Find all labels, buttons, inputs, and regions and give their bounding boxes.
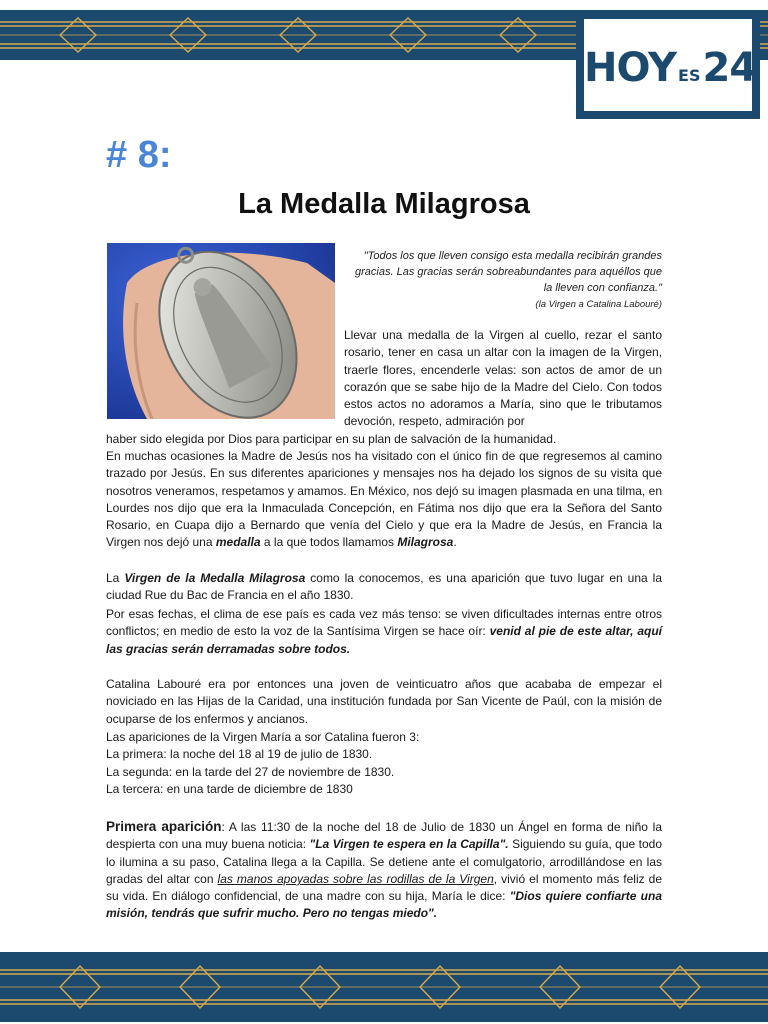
first-apparition-label: Primera aparición (106, 819, 222, 834)
paragraph-2-text: En muchas ocasiones la Madre de Jesús nos ha visitado con el único fin de que regresemos al camino trazado por Jesús. En sus diferentes apariciones y mensajes nos ha dejado los signos de su visita que nosotros veneramos, respetamos y amamos. En México, nos dejó su imagen plasmada en una tilma, en Lourdes nos dijo que era la Inmaculada Concepción, en Fátima nos dijo que era la Señora del Santo Rosario, en Cuapa dijo a Bernardo que venía del Cielo y que era la Madre de Jesús, en Francia la Virgen nos dejó una (106, 449, 662, 550)
first-apparition-text-3: , vivió el momento más feliz de su vida. En diálogo confidencial, de una madre con su hija, María le dice: (106, 871, 663, 904)
first-apparition-emphasis-1: "La Virgen te espera en la Capilla". (309, 837, 509, 852)
quote-source: (la Virgen a Catalina Labouré) (535, 299, 662, 310)
medal-photo (107, 243, 335, 419)
paragraph-4-text: Por esas fechas, el clima de ese país es cada vez más tenso: se viven dificultades internas entre otros conflictos; en medio de esto la voz de la Santísima Virgen se hace oír: (106, 607, 662, 639)
first-apparition-paragraph (106, 818, 662, 923)
paragraph-2-mid: a la que todos llamamos (263, 535, 394, 550)
quote-block (344, 248, 662, 313)
logo-hoy: HOY (584, 45, 677, 91)
quote-text: "Todos los que lleven consigo esta medalla recibirán grandes gracias. Las gracias serán sobreabundantes para aquéllos que la lleven con confianza." (355, 250, 662, 294)
first-apparition-text-2: Siguiendo su guía, que todo lo ilumina a su paso, Catalina llega a la Capilla. Se detiene ante el comulgatorio, arrodillándose en las gradas del altar con (106, 837, 662, 886)
apparitions-list (106, 729, 662, 798)
first-apparition-underlined: las manos apoyadas sobre las rodillas de la Virgen (217, 871, 494, 886)
paragraph-3-start: La (106, 571, 120, 585)
paragraph-3 (106, 570, 662, 605)
apparitions-intro: Las apariciones de la Virgen María a sor Catalina fueron 3: (106, 730, 420, 744)
first-apparition-text-1: : A las 11:30 de la noche del 18 de Julio de 1830 un Ángel en forma de niño la despierta con una muy buena noticia: (106, 820, 662, 852)
logo-24: 24 (702, 45, 757, 91)
apparition-item-3: La tercera: en una tarde de diciembre de 1830 (106, 781, 353, 796)
paragraph-4-emphasis: venid al pie de este altar, aquí las gracias serán derramadas sobre todos. (106, 624, 663, 656)
item-number: # 8: (106, 134, 172, 176)
paragraph-3-rest: como la conocemos, es una aparición que tuvo lugar en una la ciudad Rue du Bac de Francia en el año 1830. (106, 571, 663, 603)
paragraph-2-emphasis-medalla: medalla (215, 535, 261, 550)
bottom-decorative-band (0, 952, 768, 1022)
paragraph-3-emphasis: Virgen de la Medalla Milagrosa (124, 571, 306, 585)
paragraph-4 (106, 606, 662, 658)
first-apparition-emphasis-2: "Dios quiere confiarte una misión, tendrás que sufrir mucho. Pero no tengas miedo". (106, 889, 663, 921)
logo-es: ES (678, 66, 701, 85)
apparition-item-1: La primera: la noche del 18 al 19 de julio de 1830. (106, 747, 373, 762)
paragraph-2-end: . (453, 535, 457, 550)
paragraph-2 (106, 448, 662, 552)
paragraph-1-continuation: haber sido elegida por Dios para participar en su plan de salvación de la humanidad. (106, 432, 557, 446)
paragraph-2-emphasis-milagrosa: Milagrosa (397, 535, 454, 550)
apparition-item-2: La segunda: en la tarde del 27 de noviembre de 1830. (106, 764, 395, 779)
hoyes24-logo (576, 11, 760, 119)
paragraph-5: Catalina Labouré era por entonces una joven de veinticuatro años que acababa de empezar el noviciado en las Hijas de la Caridad, una institución fundada por San Vicente de Paúl, con la misión de ocuparse de los enfermos y ancianos. (106, 677, 662, 726)
page-title: La Medalla Milagrosa (238, 188, 530, 220)
paragraph-1: Llevar una medalla de la Virgen al cuello, rezar el santo rosario, tener en casa un altar con la imagen de la Virgen, traerle flores, encenderle velas: son actos de amor de un corazón que se sabe hijo de la Madre del Cielo. Con todos estos actos no adoramos a María, sino que le tributamos devoción, respeto, admiración por (344, 328, 662, 429)
